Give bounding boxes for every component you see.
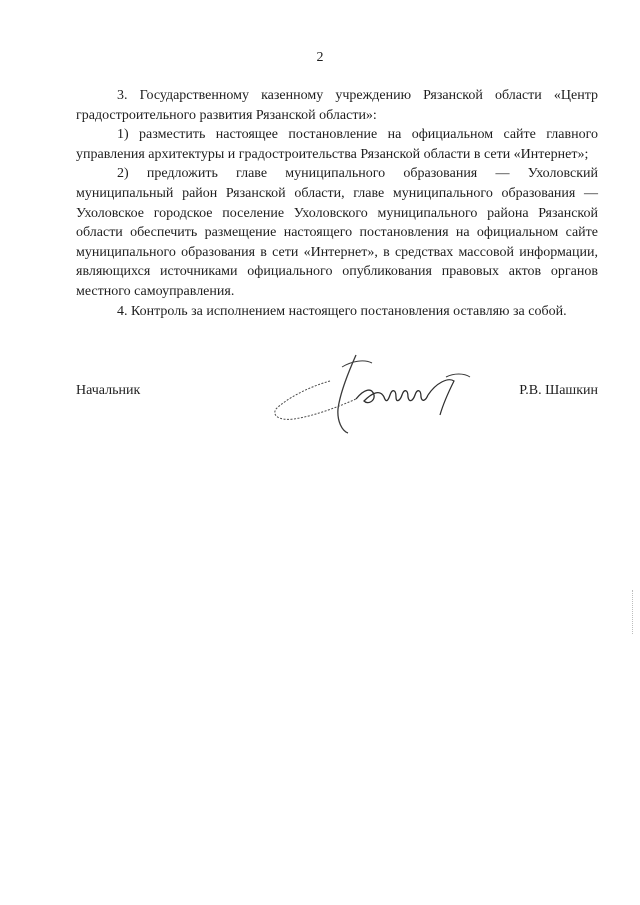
signatory-title: Начальник [76, 383, 141, 398]
signature-block [76, 383, 598, 403]
document-body [76, 86, 598, 321]
paragraph-item-4: 4. Контроль за исполнением настоящего постановления оставляю за собой. [117, 303, 567, 319]
signatory-name: Р.В. Шашкин [519, 383, 598, 398]
scan-artifact [632, 590, 636, 634]
paragraph-item-3: 3. Государственному казенному учреждению Рязанской области «Центр градостроительного развития Рязанской области»: [76, 88, 598, 123]
page-number: 2 [316, 50, 324, 65]
paragraph-subitem-2: 2) предложить главе муниципального образования — Ухоловский муниципальный район Рязанской области, главе муниципального образования — Ухоловское городское поселение Ухоловского муниципального района Рязанской области обеспечить размещение настоящего постановления на официальном сайте муниципального образования в сети «Интернет», в средствах массовой информации, являющихся источниками официального опубликования правовых актов органов местного самоуправления. [76, 166, 598, 299]
paragraph-subitem-1: 1) разместить настоящее постановление на официальном сайте главного управления архитектуры и градостроительства Рязанской области в сети «Интернет»; [76, 127, 598, 162]
